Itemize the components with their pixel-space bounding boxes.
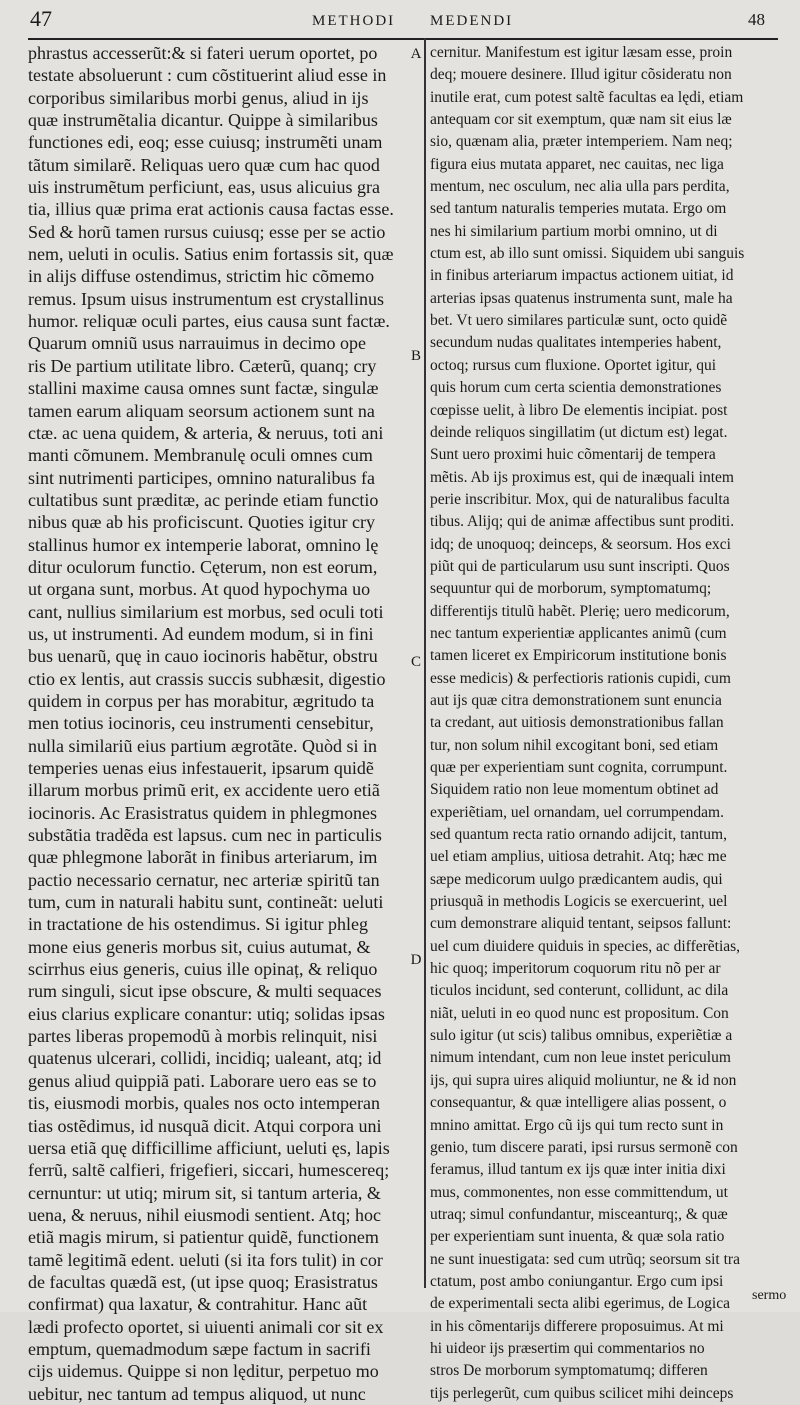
text-line: mnino amittat. Ergo cũ ijs qui tum recto sunt in: [430, 1116, 724, 1134]
text-line: pactio necessario cernatur, nec arteriæ spiritũ tan: [28, 869, 380, 890]
text-line: cernuntur: ut utiq; mirum sit, si tantum arteria, &: [28, 1182, 381, 1203]
text-line: nibus quæ ab his proficiscunt. Quoties igitur cry: [28, 512, 375, 533]
text-line: deq; mouere desinere. Illud igitur cõsideratu non: [430, 66, 732, 84]
text-line: cernitur. Manifestum est igitur læsam esse, proin: [430, 44, 733, 61]
text-line: bus uenarũ, quę in cauo iocinoris habẽtur, obstru: [28, 646, 378, 667]
text-line: ut organa sunt, morbus. At quod hypochyma uo: [28, 579, 371, 600]
text-line: eius clarius explicare conantur: utiq; solidas ipsas: [28, 1003, 385, 1024]
text-line: confirmat) qua laxatur, & contrahitur. Hanc aũt: [28, 1294, 368, 1315]
text-line: quæ per experientiam sunt cognita, corrumpunt.: [430, 759, 728, 776]
text-line: tãtum similarẽ. Reliquas uero quæ cum hac quod: [28, 154, 380, 175]
text-line: feramus, illud tantum ex ijs quæ inter initia dixi: [430, 1161, 726, 1179]
right-text-column: [430, 42, 780, 1405]
text-line: remus. Ipsum uisus instrumentum est crystallinus: [28, 288, 384, 309]
text-line: secundum nudas qualitates intemperies habent,: [430, 334, 722, 352]
text-line: sequuntur qui de morborum, symptomatumq;: [430, 580, 712, 598]
text-line: ne sunt inuestigata: sed cum utrũq; seorsum sit tra: [430, 1250, 740, 1268]
text-line: inutile erat, cum potest saltẽ facultas ea lędi, etiam: [430, 88, 744, 106]
text-line: utraq; simul confundantur, misceanturq;, & quæ: [430, 1205, 728, 1223]
text-line: manti cõmunem. Membranulę oculi omnes cum: [28, 445, 373, 466]
section-marker-d: D: [410, 952, 422, 968]
section-marker-b: B: [410, 348, 421, 364]
text-line: cultatibus sunt præditæ, ac perinde etiam functio: [28, 489, 379, 510]
text-line: de experimentali secta alibi egerimus, de Logica: [430, 1295, 730, 1313]
text-line: nem, ueluti in oculis. Satius enim fortassis sit, quæ: [28, 244, 394, 265]
text-line: cœpisse uelit, à libro De elementis incipiat. post: [430, 401, 728, 419]
text-line: emptum, quemadmodum sæpe factum in sacrifi: [28, 1338, 371, 1359]
text-line: experiẽtiam, uel ornandam, uel corrumpendam.: [430, 803, 724, 821]
catchword: sermo: [752, 1288, 787, 1303]
text-line: tamẽ legitimã edent. ueluti (si ita fors tulit) in cor: [28, 1249, 383, 1270]
text-line: sulo igitur (ut scis) talibus omnibus, experiẽtiæ a: [430, 1027, 733, 1045]
text-line: phrastus accesserũt:& si fateri uerum oportet, po: [28, 43, 378, 63]
text-line: uis instrumẽtum perficiunt, eas, usus alicuius gra: [28, 177, 380, 198]
text-line: nulla similariũ eius partium ægrotãte. Quòd si in: [28, 735, 377, 756]
text-line: genio, tum discere parati, ipsi rursus sermonẽ con: [430, 1138, 738, 1156]
text-line: ticulos incidunt, sed conterunt, collidunt, ac dila: [430, 982, 729, 1000]
column-divider: [424, 38, 426, 1288]
text-line: tijs perlegerũt, cum quibus scilicet mihi deinceps: [430, 1384, 734, 1402]
text-line: in alijs diffuse ostendimus, strictim hic cõmemo: [28, 266, 375, 287]
text-line: aut ijs quæ citra demonstrationem sunt enuncia: [430, 691, 722, 709]
text-line: uersa etiã quę difficillime afficiunt, ueluti ęs, lapis: [28, 1137, 390, 1158]
text-line: tamen earum aliquam seorsum actionem sunt na: [28, 400, 375, 421]
text-line: mone eius generis morbus sit, cuius autumat, &: [28, 936, 371, 957]
running-head-right: MEDENDI: [430, 13, 514, 29]
text-line: in his cõmentarijs differere proposuimus. At mi: [430, 1317, 724, 1335]
text-line: cant, nullius similarium est morbus, sed oculi toti: [28, 601, 384, 622]
text-line: Sed & horũ tamen rursus cuiusq; esse per se actio: [28, 221, 386, 242]
text-line: ris De partium utilitate libro. Cæterũ, quanq; cry: [28, 355, 377, 376]
text-line: uel etiam amplius, uitiosa detrahit. Atq; hæc me: [430, 848, 727, 866]
text-line: hic quoq; imperitorum coquorum ritu nõ per ar: [430, 960, 721, 978]
text-line: ferrũ, saltẽ calfieri, frigefieri, siccari, humescereq;: [28, 1160, 390, 1181]
text-line: corporibus similaribus morbi genus, aliud in ijs: [28, 87, 369, 108]
text-line: bet. Vt uero similares particulæ sunt, octo quidẽ: [430, 312, 728, 330]
text-line: uena, & neruus, nihil eiusmodi sentient. Atq; hoc: [28, 1204, 381, 1225]
text-line: in finibus arteriarum impactus actionem uitiat, id: [430, 267, 734, 285]
text-line: mẽtis. Ab ijs proximus est, qui de inæquali intem: [430, 468, 734, 486]
text-line: humor. reliquæ oculi partes, eius causa sunt factæ.: [28, 311, 390, 332]
text-line: substãtia tradẽda est lapsus. cum nec in particulis: [28, 825, 382, 846]
text-line: ctio ex lentis, aut crassis succis subhæsit, digestio: [28, 668, 386, 689]
text-line: in tractatione de his ostendimus. Si igitur phleg: [28, 914, 368, 935]
text-line: arterias ipsas quatenus instrumenta sunt, male ha: [430, 289, 733, 307]
text-line: temperies uenas eius infestauerit, ipsarum quidẽ: [28, 758, 374, 778]
text-line: piũt qui de particularum usu sunt inscripti. Quos: [430, 557, 730, 575]
text-line: figura eius mutata apparet, nec cauitas, nec liga: [430, 155, 724, 173]
text-line: nes hi similarium partium morbi omnino, ut di: [430, 222, 718, 240]
text-line: octoq; rursus cum fluxione. Oportet igitur, qui: [430, 356, 717, 374]
text-line: nec tantum experientiæ applicantes animũ (cum: [430, 624, 727, 642]
text-line: sæpe medicorum uulgo prædicantem audis, qui: [430, 870, 723, 888]
text-line: functiones edi, eoq; esse cuiusq; instrumẽti unam: [28, 132, 383, 153]
text-line: mentum, nec osculum, nec alia ulla pars perdita,: [430, 178, 730, 196]
text-line: deinde reliquos singillatim (ut dictum est) legat.: [430, 423, 728, 441]
text-line: us, ut instrumenti. Ad eundem modum, si in fini: [28, 623, 374, 644]
left-text-column: [28, 42, 410, 1405]
text-line: ditur oculorum functio. Cęterum, non est eorum,: [28, 556, 378, 577]
text-line: partes liberas propemodũ à morbis relinquit, nisi: [28, 1026, 378, 1047]
header-rule: [28, 38, 778, 40]
text-line: tibus. Alijq; qui de animæ affectibus sunt proditi.: [430, 513, 735, 531]
text-line: tamen liceret ex Empiricorum institutione bonis: [430, 647, 727, 665]
text-line: quidem in corpus per has morabitur, ægritudo ta: [28, 690, 375, 711]
text-line: ijs, qui supra uires aliquid moliuntur, ne & id non: [430, 1071, 737, 1089]
text-line: hi uideor ijs præsertim qui commentarios no: [430, 1339, 705, 1357]
text-line: perie inscribitur. Mox, qui de naturalibus faculta: [430, 490, 730, 508]
text-line: antequam cor sit exemptum, quæ nam sit eius læ: [430, 111, 732, 129]
text-line: stros De morborum symptomatumq; differen: [430, 1362, 708, 1380]
text-line: uebitur, nec tantum ad tempus aliquod, ut nunc: [28, 1383, 366, 1404]
text-line: sed quantum recta ratio ornando adijcit, tantum,: [430, 826, 727, 844]
text-line: priusquã in methodis Logicis se exercuerint, uel: [430, 893, 728, 911]
text-line: iocinoris. Ac Erasistratus quidem in phlegmones: [28, 802, 377, 823]
text-line: genus aliud quippiã pati. Laborare uero eas se to: [28, 1070, 377, 1091]
text-line: mus, commonentes, non esse committendum, ut: [430, 1183, 728, 1201]
text-line: de facultas quædã est, (ut ipse quoq; Erasistratus: [28, 1271, 378, 1292]
text-line: differentijs titulũ habẽt. Plerię; uero medicorum,: [430, 602, 730, 620]
page-number-right: 48: [748, 10, 765, 29]
text-line: tias ostẽdimus, id nusquã dicit. Atqui corpora uni: [28, 1115, 382, 1136]
text-line: rum singuli, sicut ipse obscure, & multi sequaces: [28, 981, 382, 1002]
text-line: quæ instrumẽtalia dicantur. Quippe à similaribus: [28, 110, 378, 131]
text-line: testate absoluerunt : cum cõstituerint aliud esse in: [28, 65, 387, 86]
text-line: niãt, ueluti in eo quod nunc est propositum. Con: [430, 1004, 729, 1022]
text-line: consequantur, & quæ intelligere alias possent, o: [430, 1094, 727, 1112]
text-line: stallini maxime causa omnes sunt factæ, singulæ: [28, 378, 379, 399]
text-line: sio, quænam alia, præter intemperiem. Nam neq;: [430, 133, 733, 151]
text-line: per experientiam sunt inuenta, & quæ sola ratio: [430, 1228, 725, 1246]
text-line: ctum est, ab illo sunt omissi. Siquidem ubi sanguis: [430, 245, 745, 263]
text-line: tia, illius quæ prima erat actionis causa factas esse.: [28, 199, 394, 220]
text-line: Sunt uero proximi huic cõmentarij de tempera: [430, 446, 716, 464]
text-line: uel cum diuidere quiduis in species, ac differẽtias,: [430, 937, 741, 955]
text-line: tur, non solum nihil excogitant boni, sed etiam: [430, 736, 719, 754]
text-line: Siquidem ratio non leue momentum obtinet ad: [430, 781, 719, 799]
text-line: quatenus ulcerari, collidi, incidiq; ualeant, atq; id: [28, 1048, 382, 1069]
text-line: ctatum, post ambo coniungantur. Ergo cum ipsi: [430, 1272, 724, 1290]
text-line: ta credant, aut uitiosis demonstrationibus fallan: [430, 714, 724, 732]
text-line: stallinus humor ex intemperie laborat, omnino lę: [28, 534, 379, 555]
text-line: cum demonstrare aliquid tentant, seipsos fallunt:: [430, 915, 732, 933]
text-line: illarum morbus primũ erit, ex accidente uero etiã: [28, 780, 380, 801]
text-line: lædi profecto oportet, si uiuenti animali cor sit ex: [28, 1316, 384, 1337]
page-number-left: 47: [30, 6, 52, 31]
text-line: esse medicis) & perfectioris rationis cupidi, cum: [430, 669, 731, 687]
text-line: nimum intendant, cum non leue instet periculum: [430, 1049, 731, 1067]
text-line: ctæ. ac uena quidem, & arteria, & neruus, toti ani: [28, 422, 384, 443]
text-line: scirrhus eius generis, cuius ille opinaț, & reliquo: [28, 959, 378, 980]
section-marker-c: C: [410, 654, 421, 670]
text-line: quis horum cum certa scientia demonstrationes: [430, 379, 722, 397]
text-line: sed tantum naturalis temperies mutata. Ergo om: [430, 200, 727, 218]
text-line: sint nutrimenti participes, omnino naturalibus fa: [28, 467, 375, 488]
text-line: men totius iocinoris, ceu instrumenti censebitur,: [28, 713, 374, 734]
text-line: quæ phlegmone laborãt in finibus arteriarum, im: [28, 847, 378, 868]
text-line: tis, eiusmodi morbis, quales nos octo intemperan: [28, 1093, 380, 1114]
text-line: cijs uidemus. Quippe si non lęditur, perpetuo mo: [28, 1361, 379, 1382]
text-line: idq; de unoquoq; deinceps, & seorsum. Hos exci: [430, 535, 731, 553]
text-line: Quarum omniũ usus narrauimus in decimo ope: [28, 333, 366, 354]
running-head-left: METHODI: [312, 13, 396, 29]
text-line: etiã magis mirum, si patientur quidẽ, functionem: [28, 1227, 379, 1248]
text-line: tum, cum in naturali habitu sunt, contineãt: ueluti: [28, 892, 384, 913]
section-marker-a: A: [410, 46, 422, 62]
